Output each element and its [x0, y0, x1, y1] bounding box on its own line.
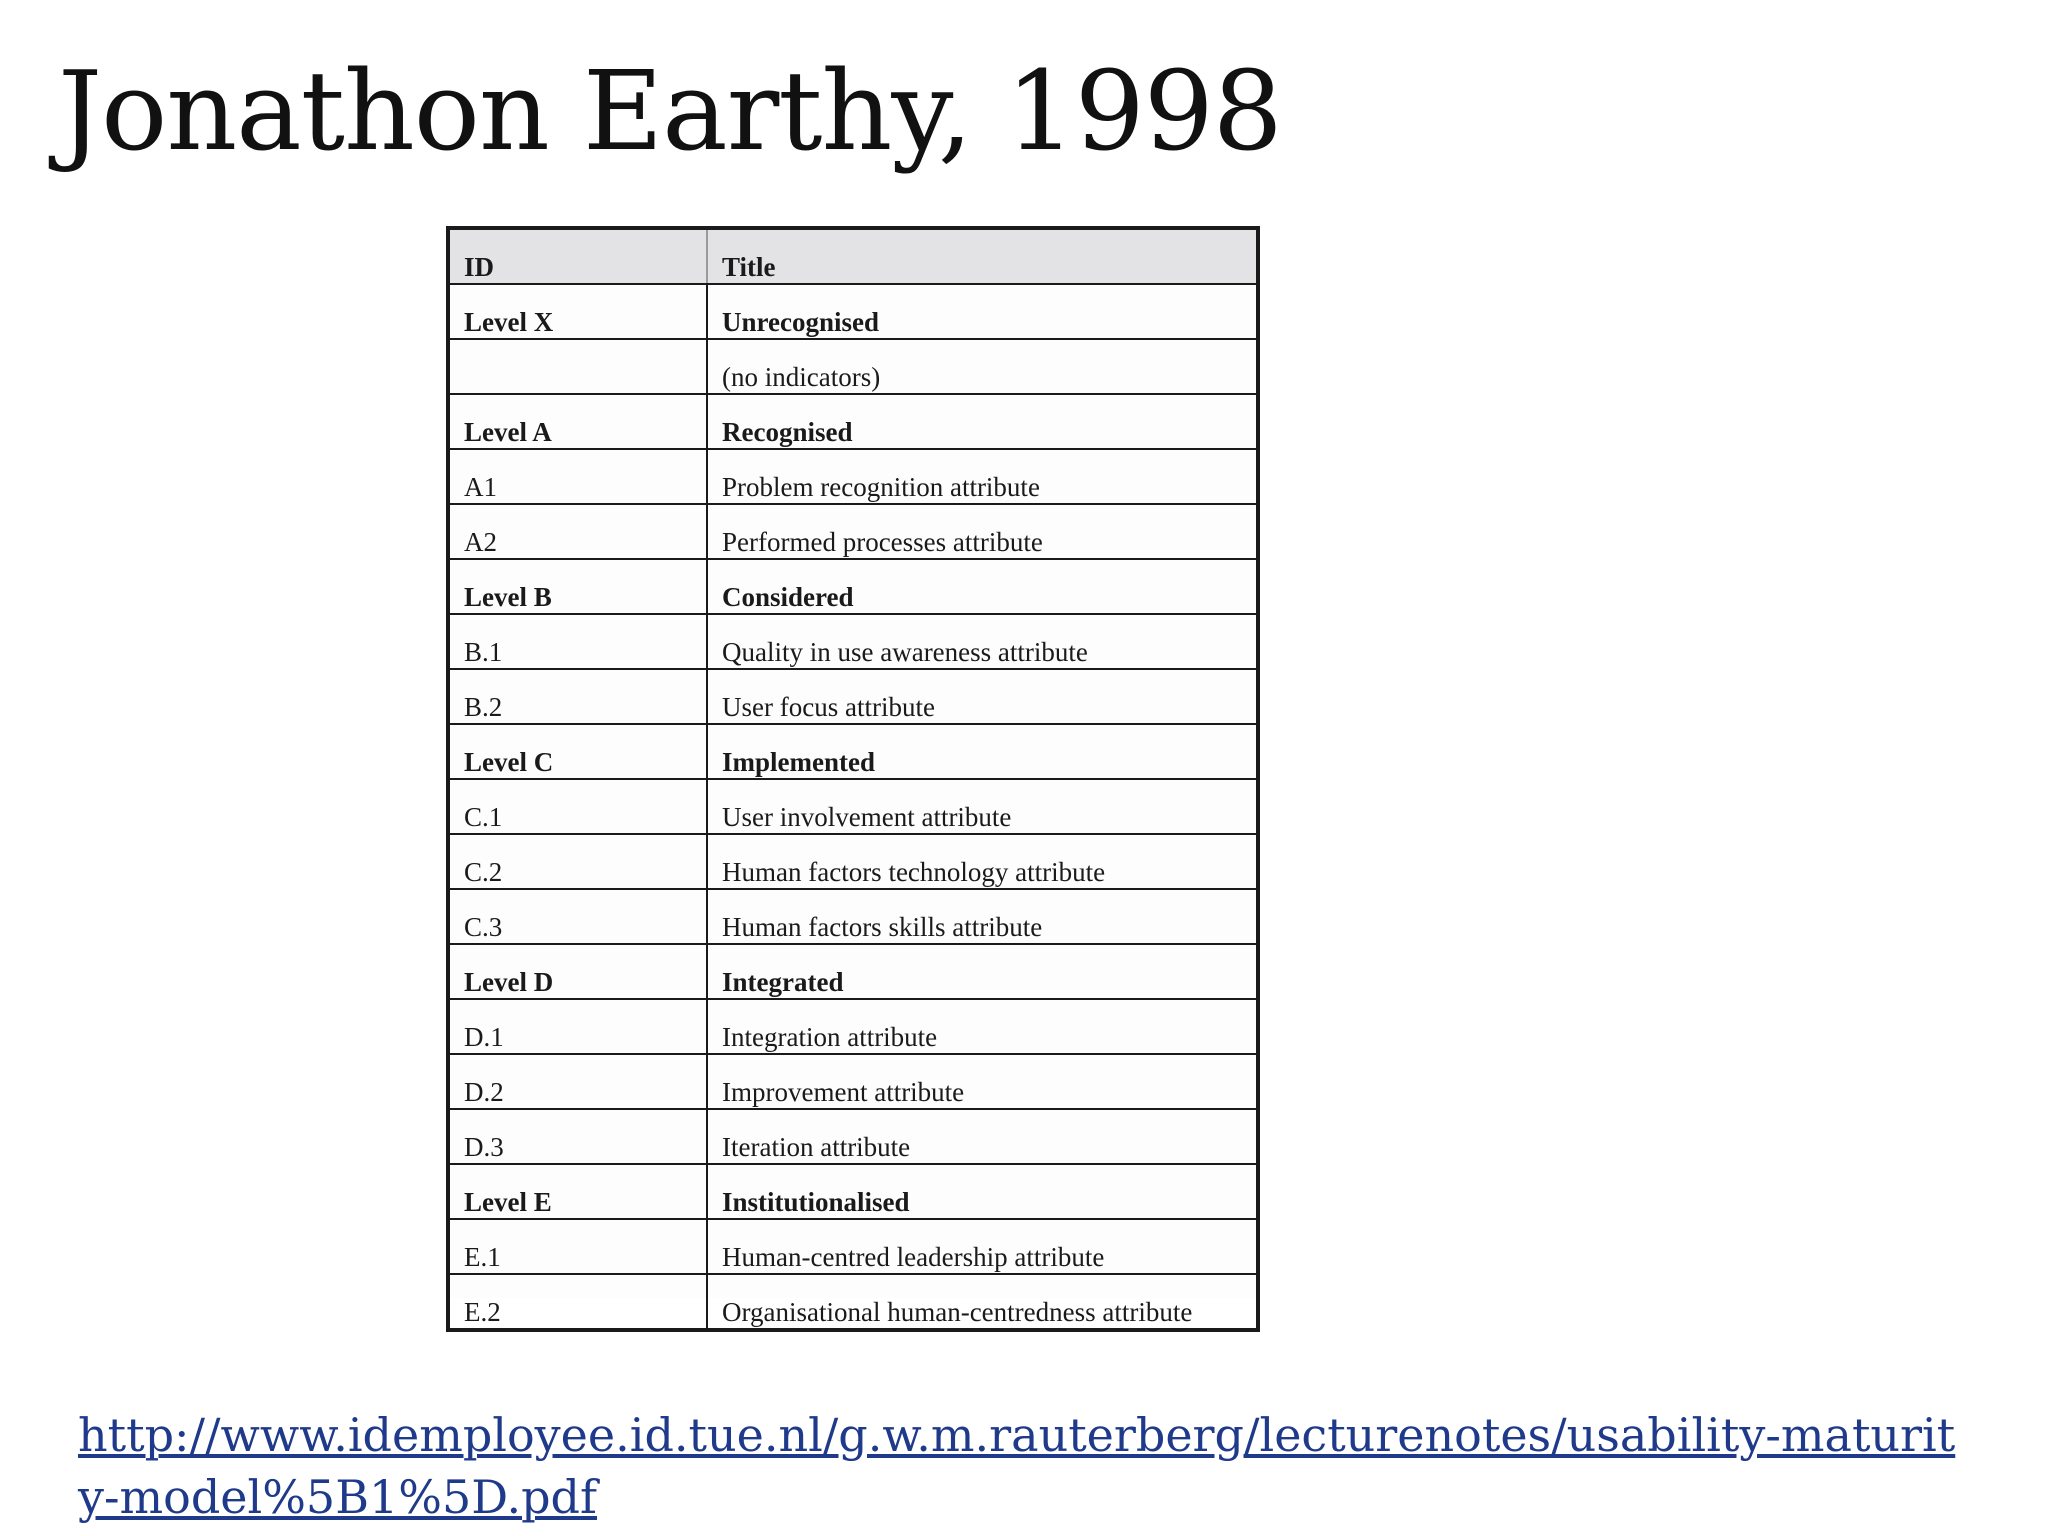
- row-title: Implemented: [707, 724, 1258, 779]
- row-id: Level B: [448, 559, 707, 614]
- row-id: Level A: [448, 394, 707, 449]
- table-row: [448, 724, 1258, 779]
- column-header-id: ID: [448, 228, 707, 284]
- row-id: A1: [448, 449, 707, 504]
- table-row: [448, 1219, 1258, 1274]
- maturity-table: [446, 226, 1260, 1332]
- row-id: C.1: [448, 779, 707, 834]
- table-header: [448, 228, 1258, 284]
- row-title: Organisational human-centredness attribute: [707, 1274, 1258, 1330]
- table-row: [448, 449, 1258, 504]
- row-id: D.2: [448, 1054, 707, 1109]
- table-row: [448, 669, 1258, 724]
- row-title: Quality in use awareness attribute: [707, 614, 1258, 669]
- table-row: [448, 1164, 1258, 1219]
- table-row: [448, 1054, 1258, 1109]
- row-title: Iteration attribute: [707, 1109, 1258, 1164]
- row-title: Improvement attribute: [707, 1054, 1258, 1109]
- row-id: [448, 339, 707, 394]
- table-row: [448, 889, 1258, 944]
- table-row: [448, 999, 1258, 1054]
- row-title: Performed processes attribute: [707, 504, 1258, 559]
- row-id: D.3: [448, 1109, 707, 1164]
- table-row: [448, 1274, 1258, 1330]
- table-row: [448, 339, 1258, 394]
- table-row: [448, 394, 1258, 449]
- row-title: User focus attribute: [707, 669, 1258, 724]
- row-id: A2: [448, 504, 707, 559]
- row-id: C.2: [448, 834, 707, 889]
- table-body: [448, 284, 1258, 1330]
- row-title: Problem recognition attribute: [707, 449, 1258, 504]
- row-id: E.2: [448, 1274, 707, 1330]
- row-id: D.1: [448, 999, 707, 1054]
- table-image: [446, 226, 1256, 1327]
- row-title: Human factors skills attribute: [707, 889, 1258, 944]
- row-id: Level X: [448, 284, 707, 339]
- row-title: Human-centred leadership attribute: [707, 1219, 1258, 1274]
- row-id: E.1: [448, 1219, 707, 1274]
- row-title: Human factors technology attribute: [707, 834, 1258, 889]
- row-id: Level C: [448, 724, 707, 779]
- table-header-row: [448, 228, 1258, 284]
- table-row: [448, 779, 1258, 834]
- table-row: [448, 504, 1258, 559]
- row-id: Level E: [448, 1164, 707, 1219]
- table-row: [448, 834, 1258, 889]
- table-row: [448, 1109, 1258, 1164]
- table-row: [448, 559, 1258, 614]
- slide-title: Jonathon Earthy, 1998: [58, 47, 1282, 175]
- row-title: Integration attribute: [707, 999, 1258, 1054]
- row-title: Recognised: [707, 394, 1258, 449]
- source-link[interactable]: http://www.idemployee.id.tue.nl/g.w.m.rauterberg/lecturenotes/usability-maturity-model%5B1%5D.pdf: [78, 1408, 1956, 1524]
- table-row: [448, 614, 1258, 669]
- row-title: User involvement attribute: [707, 779, 1258, 834]
- row-title: Integrated: [707, 944, 1258, 999]
- row-title: Institutionalised: [707, 1164, 1258, 1219]
- column-header-title: Title: [707, 228, 1258, 284]
- row-title: Unrecognised: [707, 284, 1258, 339]
- row-title: (no indicators): [707, 339, 1258, 394]
- row-title: Considered: [707, 559, 1258, 614]
- row-id: B.2: [448, 669, 707, 724]
- table-row: [448, 284, 1258, 339]
- row-id: Level D: [448, 944, 707, 999]
- row-id: C.3: [448, 889, 707, 944]
- table-row: [448, 944, 1258, 999]
- row-id: B.1: [448, 614, 707, 669]
